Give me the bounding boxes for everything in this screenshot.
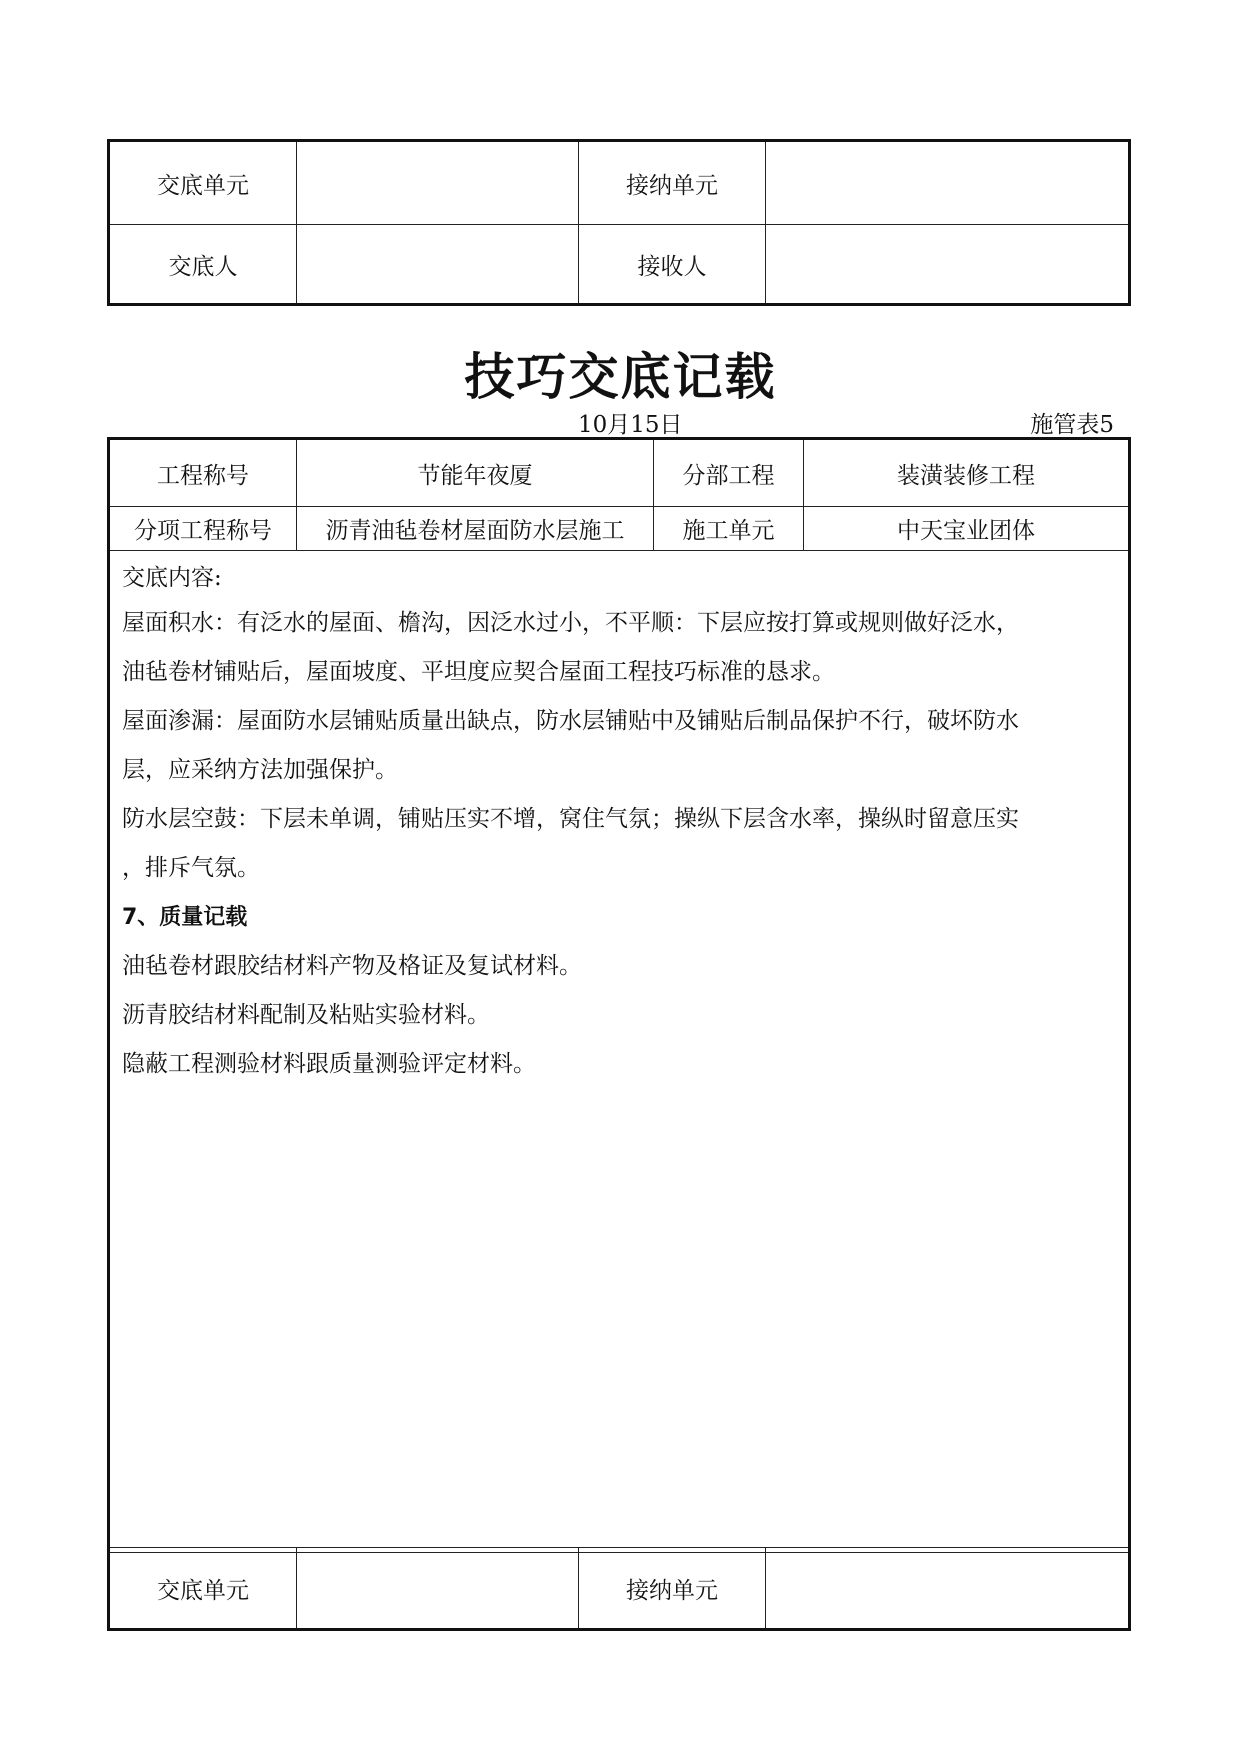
content-line: 屋面渗漏：屋面防水层铺贴质量出缺点，防水层铺贴中及铺贴后制品保护不行，破坏防水: [122, 708, 1019, 734]
contractor-value: 中天宝业团体: [804, 507, 1130, 551]
handover-unit-label: 交底单元: [109, 141, 297, 225]
receiver-value: [766, 225, 1130, 305]
bottom-handover-unit-label: 交底单元: [109, 1548, 297, 1630]
project-name-label: 工程称号: [109, 439, 297, 507]
content-line: 屋面积水：有泛水的屋面、檐沟，因泛水过小，不平顺：下层应按打算或规则做好泛水，: [122, 610, 1019, 636]
bottom-receiving-unit-label: 接纳单元: [579, 1548, 766, 1630]
form-code: 施管表5: [1030, 412, 1114, 438]
content-line: 防水层空鼓：下层未单调，铺贴压实不增，窝住气氛；操纵下层含水率，操纵时留意压实: [122, 806, 1019, 832]
division-value: 装潢装修工程: [804, 439, 1130, 507]
signoff-table-top: [107, 139, 1131, 306]
briefing-record-table: [107, 437, 1131, 1553]
subitem-label: 分项工程称号: [109, 507, 297, 551]
handover-person-label: 交底人: [109, 225, 297, 305]
subitem-value: 沥青油毡卷材屋面防水层施工: [297, 507, 654, 551]
content-label: 交底内容:: [122, 565, 222, 591]
content-line: 油毡卷材铺贴后，屋面坡度、平坦度应契合屋面工程技巧标准的恳求。: [122, 659, 835, 685]
handover-person-value: [297, 225, 579, 305]
record-line: 隐蔽工程测验材料跟质量测验评定材料。: [122, 1051, 536, 1077]
document-date: 10月15日: [578, 412, 683, 438]
content-line: 层，应采纳方法加强保护。: [122, 757, 398, 783]
briefing-content: [110, 551, 1128, 1089]
record-line: 沥青胶结材料配制及粘贴实验材料。: [122, 1002, 490, 1028]
bottom-receiving-unit-value: [766, 1548, 1130, 1630]
content-line: ，排斥气氛。: [122, 855, 260, 881]
receiver-label: 接收人: [579, 225, 766, 305]
bottom-handover-unit-value: [297, 1548, 579, 1630]
document-title: 技巧交底记载: [464, 348, 777, 406]
project-name-value: 节能年夜厦: [297, 439, 654, 507]
contractor-label: 施工单元: [654, 507, 804, 551]
record-line: 油毡卷材跟胶结材料产物及格证及复试材料。: [122, 953, 582, 979]
receiving-unit-value: [766, 141, 1130, 225]
receiving-unit-label: 接纳单元: [579, 141, 766, 225]
signoff-table-bottom: [107, 1547, 1131, 1631]
quality-record-heading: 7、质量记载: [122, 905, 248, 930]
division-label: 分部工程: [654, 439, 804, 507]
briefing-content-cell: [109, 551, 1130, 1553]
handover-unit-value: [297, 141, 579, 225]
